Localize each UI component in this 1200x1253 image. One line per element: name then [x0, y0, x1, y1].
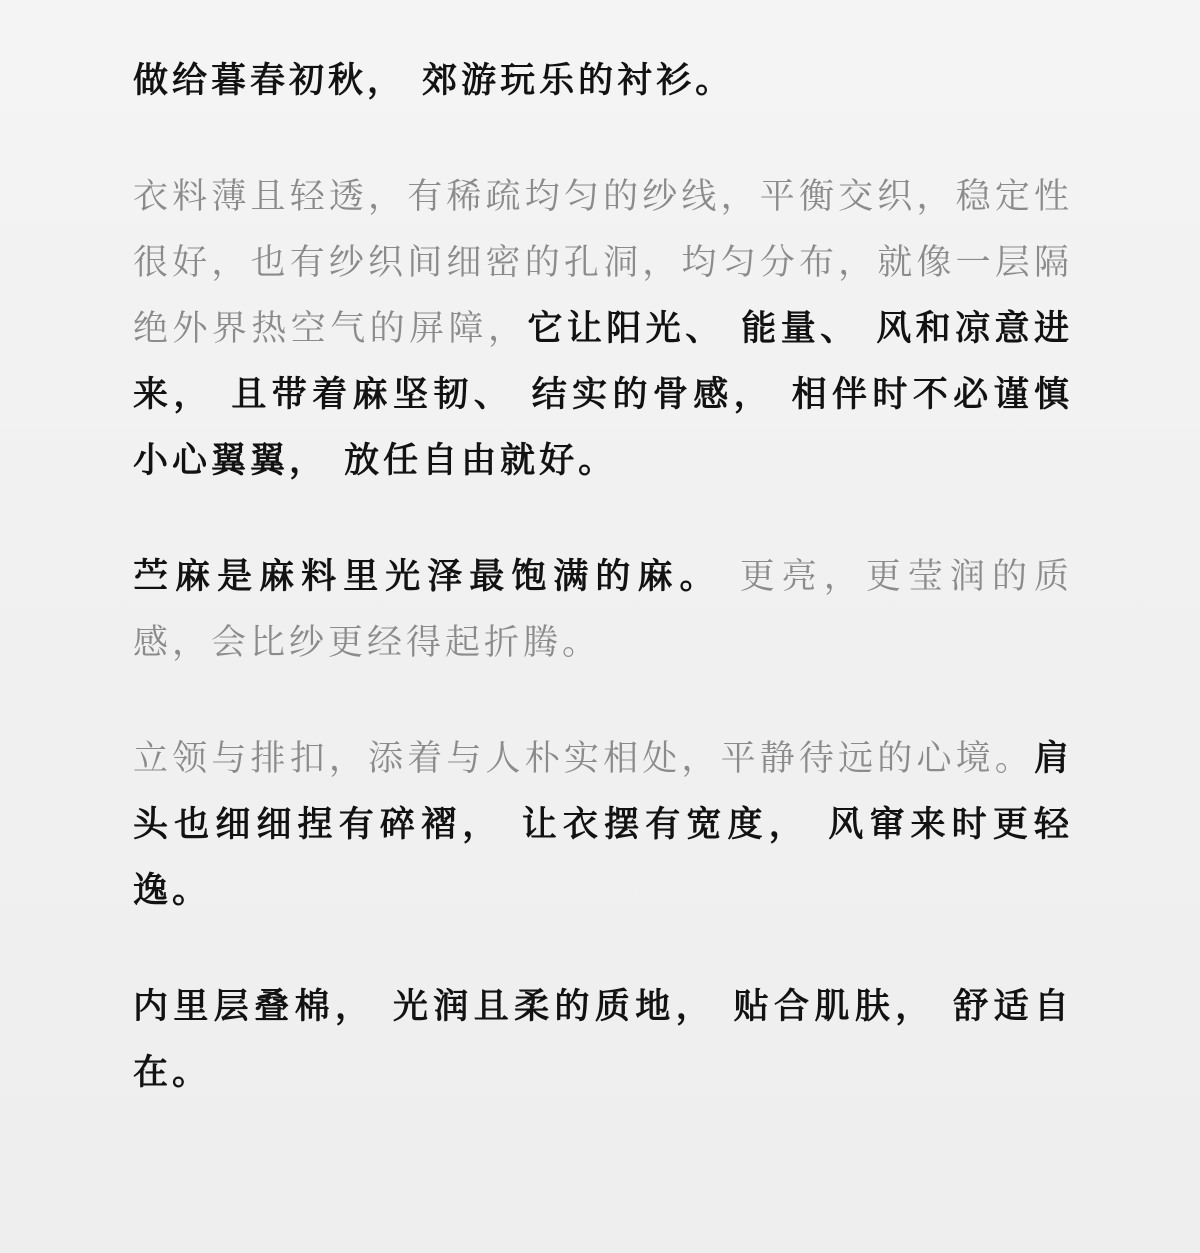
- paragraph-lining: [133, 974, 1073, 1106]
- paragraph-text-bold: 它让阳光、 能量、 风和凉意进来， 且带着麻坚韧、 结实的骨感， 相伴时不必谨慎小心翼翼， 放任自由就好。: [133, 309, 1073, 481]
- paragraph-fabric: [133, 164, 1073, 494]
- paragraph-text-bold: 做给暮春初秋， 郊游玩乐的衬衫。: [133, 61, 735, 101]
- paragraph-ramie: [133, 544, 1073, 676]
- paragraph-text-bold: 肩头也细细捏有碎褶， 让衣摆有宽度， 风窜来时更轻逸。: [133, 739, 1073, 911]
- paragraph-text-light: 更亮，更莹润的质感，会比纱更经得起折腾。: [133, 557, 1073, 663]
- article-body: [133, 48, 1073, 1106]
- paragraph-text-bold: 苎麻是麻料里光泽最饱满的麻。: [133, 557, 722, 597]
- paragraph-intro: [133, 48, 1073, 114]
- paragraph-collar: [133, 726, 1073, 924]
- paragraph-text-light: 立领与排扣，添着与人朴实相处，平静待远的心境。: [133, 739, 1034, 779]
- paragraph-text-light: 衣料薄且轻透，有稀疏均匀的纱线，平衡交织，稳定性很好，也有纱织间细密的孔洞，均匀分布，就像一层隔绝外界热空气的屏障，: [133, 177, 1073, 349]
- paragraph-text-bold: 内里层叠棉， 光润且柔的质地， 贴合肌肤， 舒适自在。: [133, 987, 1073, 1093]
